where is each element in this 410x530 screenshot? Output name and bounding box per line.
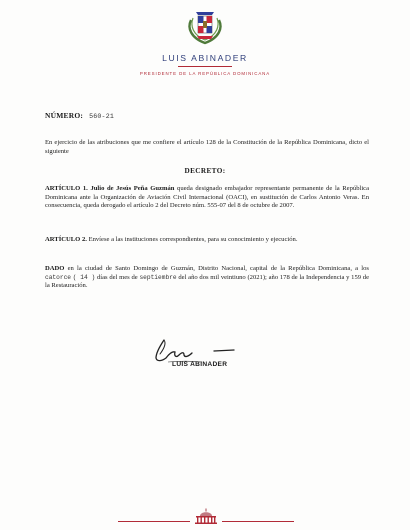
dado-text-3: del año dos mil veintiuno (2021); año 178 de la Independencia y 159 de la Restauración. [45,273,370,290]
decree-title: DECRETO: [184,167,226,175]
article-1-paragraph [45,185,369,211]
article-1-text: queda designado embajador representante permanente de la República Dominicana ante la Organización de Aviación Civil Internacional (OACI), en sustitución de Carlos Antonio Veras. En consecuencia, queda derogado el artículo 2 del Decreto núm. 555-07 del 8 de octubre de 2007. [45,185,370,210]
footer-divider-left [118,521,190,522]
dado-paragraph [45,265,369,291]
header-name: LUIS ABINADER [162,53,248,63]
intro-paragraph: En ejercicio de las atribuciones que me confiere el artículo 128 de la Constitución de la República Dominicana, dicto el siguiente [45,139,369,155]
coat-of-arms-icon [185,6,225,46]
day-word: catorce [45,273,71,281]
dado-label: DADO [45,265,65,272]
day-number: ( 14 ) [72,273,96,281]
header-divider [178,66,232,67]
month: septiembre [139,273,177,281]
decree-number-label: NÚMERO: [45,111,84,120]
decree-number [45,111,114,120]
signer-name: LUIS ABINADER [172,361,228,368]
article-1-name: Julio de Jesús Peña Guzmán [90,185,175,192]
article-2-label: ARTÍCULO 2. [45,236,87,243]
header-subtitle: PRESIDENTE DE LA REPÚBLICA DOMINICANA [139,71,271,76]
handwritten-signature [150,336,240,364]
dado-text-2: días del mes de [96,273,138,281]
article-2-text: Envíese a las instituciones correspondientes, para su conocimiento y ejecución. [88,236,298,243]
article-2-paragraph [45,236,369,245]
dado-text-1: en la ciudad de Santo Domingo de Guzmán, Distrito Nacional, capital de la República Dominicana, a los [67,265,369,272]
decree-number-value: 560-21 [89,113,115,120]
palace-building-icon [194,508,218,524]
article-1-label: ARTÍCULO 1. [45,185,88,192]
footer-divider-right [222,521,294,522]
